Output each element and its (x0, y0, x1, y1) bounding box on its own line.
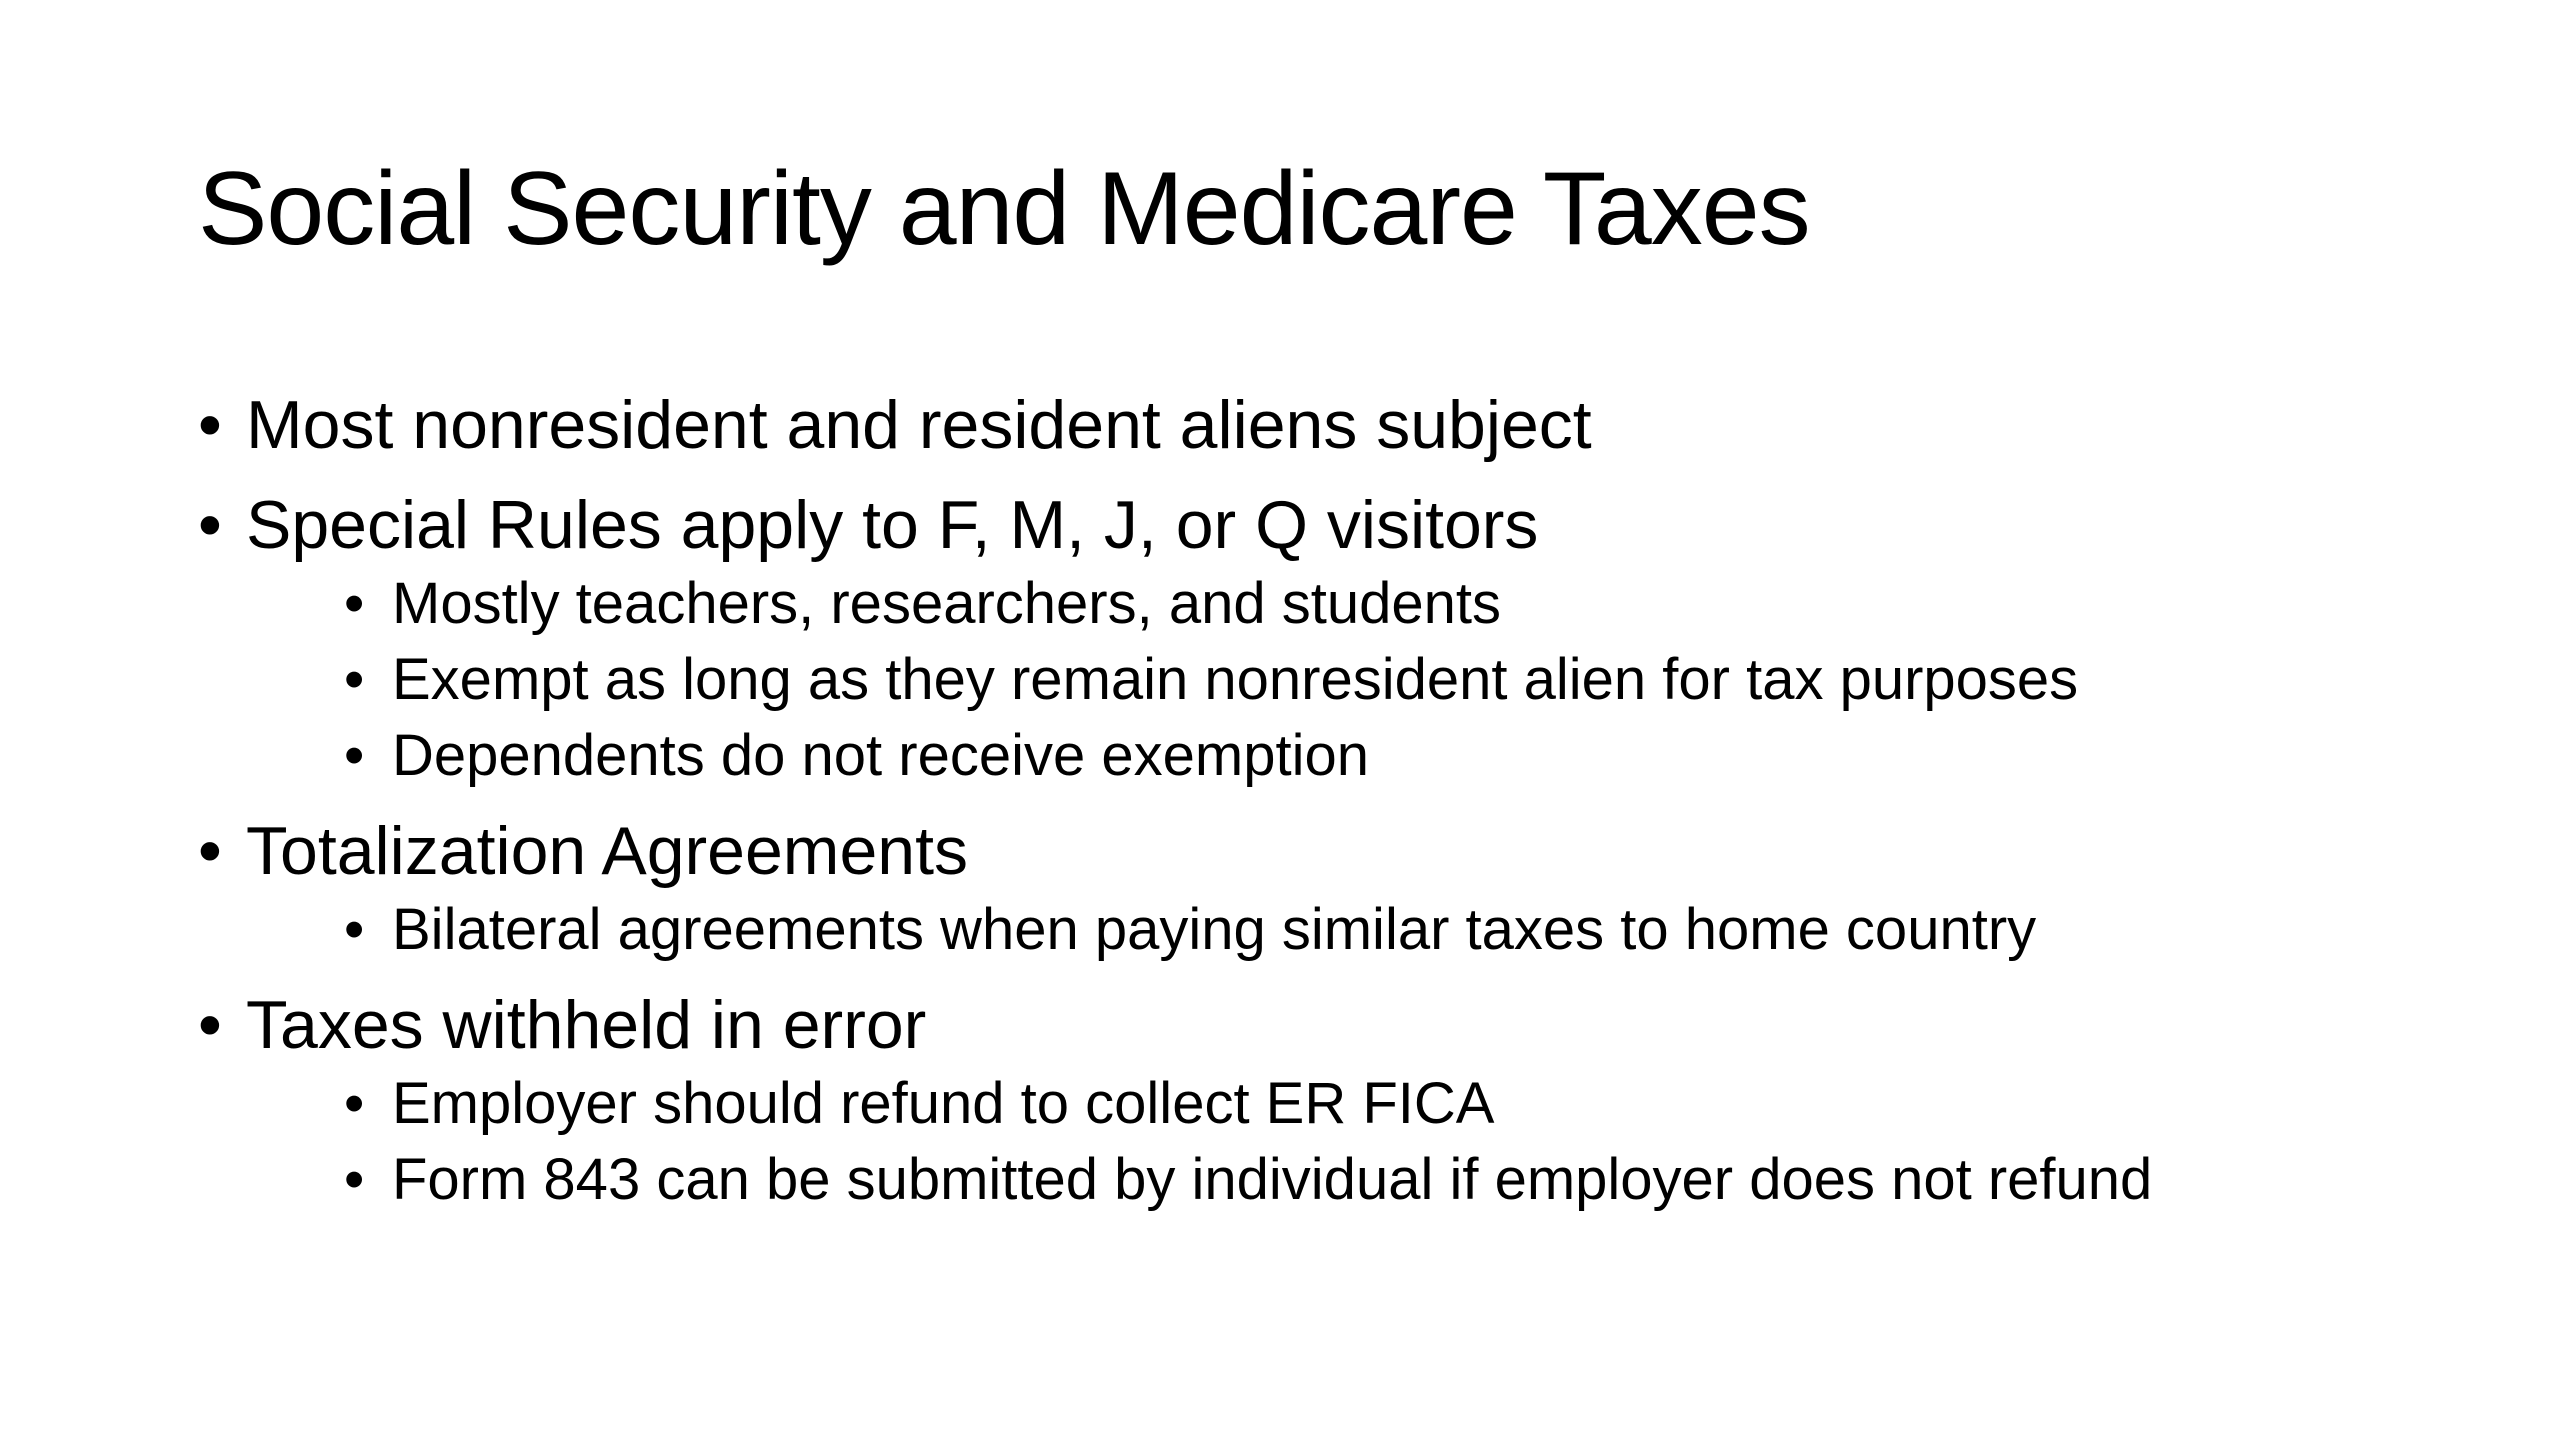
sub-bullet-text: Employer should refund to collect ER FICA (392, 1071, 1495, 1136)
bullet-text: Special Rules apply to F, M, J, or Q visitors (246, 487, 1539, 563)
bullet-item (198, 382, 2458, 468)
slide-title: Social Security and Medicare Taxes (198, 151, 1810, 267)
sub-bullet-item (246, 642, 2458, 718)
sub-bullet-text: Form 843 can be submitted by individual if employer does not refund (392, 1147, 2153, 1212)
bullet-text: Taxes withheld in error (246, 987, 927, 1063)
sub-bullet-icon: • (344, 897, 365, 962)
sub-bullet-item (246, 718, 2458, 794)
bullet-list (198, 382, 2458, 1218)
bullet-text: Most nonresident and resident aliens subject (246, 387, 1592, 463)
bullet-icon: • (198, 987, 222, 1063)
sub-bullet-text: Mostly teachers, researchers, and students (392, 571, 1501, 636)
sub-bullet-text: Bilateral agreements when paying similar taxes to home country (392, 897, 2037, 962)
sub-bullet-list (246, 566, 2458, 794)
sub-bullet-icon: • (344, 1147, 365, 1212)
bullet-icon: • (198, 487, 222, 563)
slide-content (198, 382, 2458, 1232)
sub-bullet-icon: • (344, 1071, 365, 1136)
bullet-text: Totalization Agreements (246, 813, 968, 889)
bullet-item (198, 482, 2458, 794)
bullet-item (198, 808, 2458, 968)
sub-bullet-item (246, 1142, 2458, 1218)
sub-bullet-list (246, 1066, 2458, 1218)
sub-bullet-icon: • (344, 723, 365, 788)
sub-bullet-item (246, 1066, 2458, 1142)
bullet-icon: • (198, 813, 222, 889)
bullet-item (198, 982, 2458, 1218)
sub-bullet-list (246, 892, 2458, 968)
sub-bullet-item (246, 892, 2458, 968)
sub-bullet-item (246, 566, 2458, 642)
sub-bullet-text: Exempt as long as they remain nonresident alien for tax purposes (392, 647, 2079, 712)
sub-bullet-icon: • (344, 647, 365, 712)
bullet-icon: • (198, 387, 222, 463)
sub-bullet-text: Dependents do not receive exemption (392, 723, 1369, 788)
sub-bullet-icon: • (344, 571, 365, 636)
